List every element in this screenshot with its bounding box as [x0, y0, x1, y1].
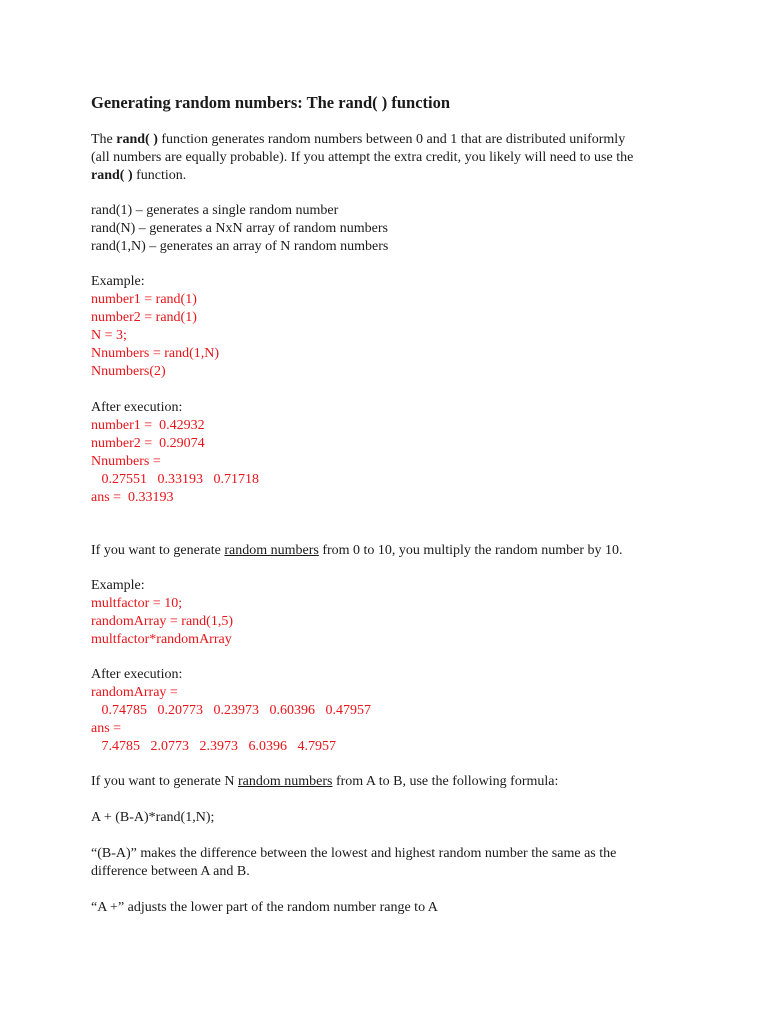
- code-line: N = 3;: [91, 328, 127, 343]
- output-line: Nnumbers =: [91, 454, 161, 469]
- range-text: If you want to generate N: [91, 774, 238, 789]
- output-line: ans = 0.33193: [91, 490, 174, 505]
- formula-line: A + (B-A)*rand(1,N);: [91, 810, 215, 825]
- random-numbers-link[interactable]: random numbers: [224, 543, 319, 558]
- execution-2: [91, 666, 691, 756]
- intro-line-3: [91, 167, 691, 185]
- syntax-item: rand(1,N) – generates an array of N random numbers: [91, 239, 389, 254]
- example-2: [91, 577, 691, 649]
- output-line: 7.4785 2.0773 2.3973 6.0396 4.7957: [91, 739, 336, 754]
- output-line: number2 = 0.29074: [91, 436, 205, 451]
- code-line: Nnumbers = rand(1,N): [91, 346, 220, 361]
- code-line: number1 = rand(1): [91, 292, 197, 307]
- syntax-item: rand(N) – generates a NxN array of random numbers: [91, 221, 388, 236]
- example-label: Example:: [91, 578, 145, 593]
- output-line: 0.74785 0.20773 0.23973 0.60396 0.47957: [91, 703, 371, 718]
- intro-line-2: (all numbers are equally probable). If you attempt the extra credit, you likely will need to use the: [91, 150, 634, 165]
- code-line: multfactor = 10;: [91, 596, 183, 611]
- output-line: number1 = 0.42932: [91, 418, 205, 433]
- output-line: 0.27551 0.33193 0.71718: [91, 472, 259, 487]
- explanation-range: [91, 845, 691, 881]
- rand-keyword: rand( ): [91, 168, 133, 183]
- example-1: [91, 273, 691, 381]
- multiply-line: [91, 542, 691, 560]
- multiply-text: from 0 to 10, you multiply the random number by 10.: [318, 543, 623, 558]
- code-line: number2 = rand(1): [91, 310, 197, 325]
- multiply-text: If you want to generate: [91, 543, 225, 558]
- code-line: randomArray = rand(1,5): [91, 614, 234, 629]
- output-line: ans =: [91, 721, 122, 736]
- intro-paragraph: [91, 131, 691, 185]
- execution-label: After execution:: [91, 667, 183, 682]
- intro-text: The: [91, 132, 117, 147]
- page-title: Generating random numbers: The rand( ) function: [91, 93, 451, 112]
- execution-label: After execution:: [91, 400, 183, 415]
- code-line: multfactor*randomArray: [91, 632, 232, 647]
- syntax-item: rand(1) – generates a single random number: [91, 203, 339, 218]
- explanation-offset: [91, 899, 691, 917]
- explanation-line: difference between A and B.: [91, 864, 250, 879]
- code-line: Nnumbers(2): [91, 364, 166, 379]
- range-line: [91, 773, 691, 791]
- range-paragraph: [91, 773, 691, 791]
- syntax-list: [91, 202, 691, 256]
- range-text: from A to B, use the following formula:: [332, 774, 559, 789]
- explanation-line: “(B-A)” makes the difference between the lowest and highest random number the same as the: [91, 846, 617, 861]
- example-label: Example:: [91, 274, 145, 289]
- random-numbers-link[interactable]: random numbers: [237, 774, 333, 789]
- intro-line-1: [91, 131, 691, 149]
- output-line: randomArray =: [91, 685, 178, 700]
- intro-text: function generates random numbers between 0 and 1 that are distributed uniformly: [157, 132, 626, 147]
- intro-text: function.: [132, 168, 187, 183]
- multiply-paragraph: [91, 542, 691, 560]
- rand-keyword: rand( ): [116, 132, 158, 147]
- formula: [91, 809, 691, 827]
- execution-1: [91, 399, 691, 507]
- explanation-line: “A +” adjusts the lower part of the random number range to A: [91, 900, 438, 915]
